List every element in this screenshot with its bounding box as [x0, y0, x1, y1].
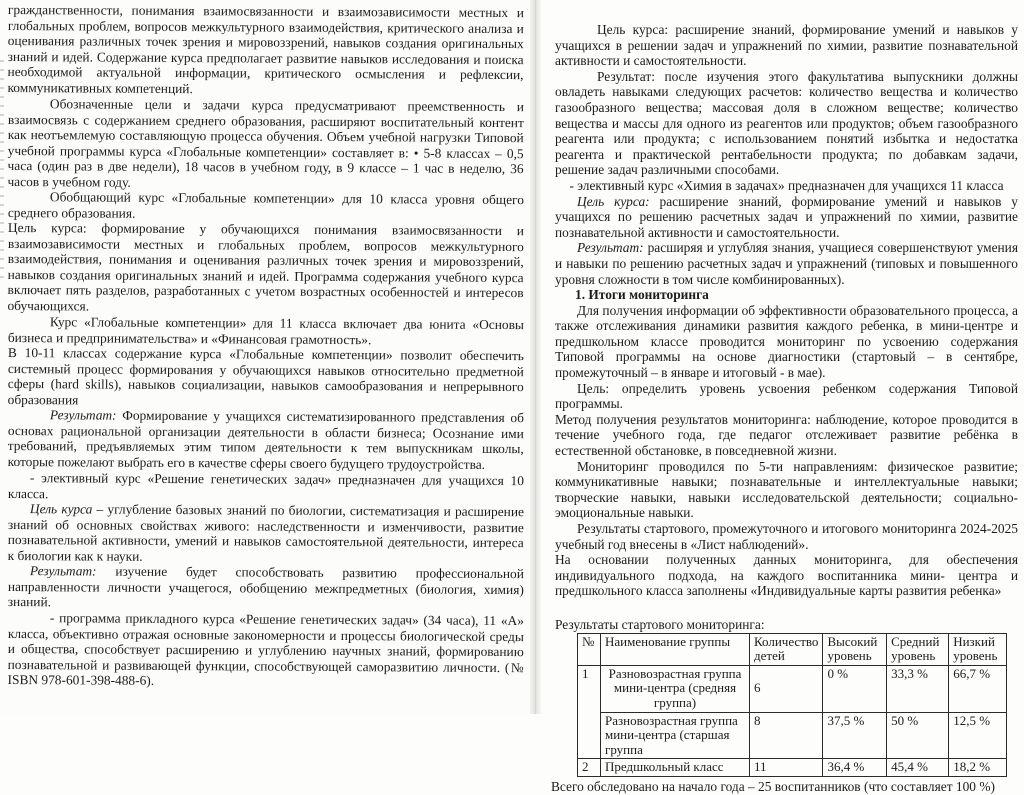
paragraph-monitoring-goal: Цель: определить уровень усвоения ребенком содержания Типовой программы.: [555, 380, 1018, 412]
cell-count: 11: [750, 759, 823, 777]
paragraph-chemistry-elective: - элективный курс «Химия в задачах» предназначен для учащихся 11 класса: [569, 177, 1004, 193]
paragraph-monitoring-info: Для получения информации об эффективности образовательного процесса, а также отслеживания динамики развития каждого ребенка, в мини-центре и предшкольном классе проводится мониторинг по усвоению содержания Типовой программы на основе диагностики (стартовый – в сентябре, промежуточный – в январе и итоговый - в мае).: [555, 302, 1018, 381]
paragraph-genetics-result: Результат: изучение будет способствовать развитию профессиональной направленности личности учащегося, обобщению межпредметных (биология, химия) знаний.: [7, 563, 524, 610]
table-row: [578, 712, 1007, 759]
header-num: №: [578, 633, 601, 665]
cell-mid: 50 %: [887, 712, 949, 759]
monitoring-results-table: [577, 633, 1007, 777]
cell-count: 8: [750, 712, 823, 759]
paragraph-chemistry-result: Результат: после изучения этого факультатива выпускники должны овладеть навыками следующих расчетов: количество вещества и количество газообразного вещества; массовая доля в сложном веществе; количество вещества и массы для одного из реагентов или продуктов; объем газообразного реагента или продукта; с использованием понятий избытка и недостатка реагента и практической рентабельности продукта; по добавкам задачи, решение задач различными способами.: [555, 68, 1018, 178]
goal-label: Цель курса:: [577, 193, 650, 209]
paragraph-individual-cards: На основании полученных данных мониторинга, для обеспечения индивидуального подхода, на каждого воспитанника мини- центра и предшкольного класса заполнены «Индивидуальные карты развития ребенка»: [555, 552, 1018, 599]
header-group-name: Наименование группы: [601, 633, 750, 665]
paragraph-business-result: Результат: Формирование у учащихся систематизированного представления об основах рациональной организации деятельности в области бизнеса; Осознание ими требований, предъявляемых этим типом деятельности к тем выпускникам школы, которые пожелают выбрать его в качестве сферы своего будущего трудоустройства.: [7, 407, 524, 473]
cell-low: 66,7 %: [949, 665, 1007, 712]
paragraph-chem11-goal: Цель курса: расширение знаний, формирование умений и навыков у учащихся по решению расчетных задач и упражнений по химии, развитие познавательной активности и самостоятельности.: [555, 193, 1018, 240]
table-row: [578, 759, 1007, 777]
paragraph-course-goals: Обозначенные цели и задачи курса предусматривают преемственность и взаимосвязь с содержанием среднего образования, расширяют воспитательный контент как неотъемлемую составляющую процесса обучения. Объем учебной нагрузки Типовой учебной программы курса «Глобальные компетенции» составляет в: • 5-8 классах – 0,5 часа (один раз в две недели), 18 часов в учебном году, в 9 классе – 1 час в неделю, 36 часов в учебном году.: [7, 95, 524, 190]
result-label: Результат:: [49, 407, 117, 424]
section-heading-monitoring: 1. Итоги мониторинга: [575, 287, 709, 303]
table-footer-total: Всего обследовано на начало года – 25 воспитанников (что составляет 100 %): [551, 778, 995, 794]
cell-low: 18,2 %: [949, 759, 1007, 777]
header-child-count: Количество детей: [750, 633, 823, 665]
paragraph-global-competencies-intro: гражданственности, понимания взаимосвязанности и взаимозависимости местных и глобальных проблем, вопросов межкультурного взаимодействия, критического анализа и оценивания различных точек зрения и мировоззрений, навыков создания оригинальных знаний и идей. Содержание курса предполагает развитие навыков исследования и поиска необходимой актуальной информации, критического осмысления и рефлексии, коммуникативных компетенций.: [7, 2, 524, 97]
right-page: [541, 0, 1024, 794]
cell-mid: 33,3 %: [887, 665, 949, 712]
paragraph-grade10-11-content: В 10-11 классах содержание курса «Глобальные компетенции» позволит обеспечить системный процесс формирования у обучающихся навыков относительно предметной сферы (hard skills), навыков социализации, навыков самообразования и непрерывного образования: [7, 345, 524, 408]
paragraph-applied-genetics-program: - программа прикладного курса «Решение генетических задач» (34 часа), 11 «А» класса, объективно отражая основные закономерности и процессы биологической среды и общества, способствует расширению и углублению научных знаний, формированию познавательной и развивающей функции, способствующей саморазвитию личности. (№ ISBN 978-601-398-488-6).: [7, 610, 524, 689]
goal-label: Цель курса: [29, 501, 93, 517]
header-low-level: Низкий уровень: [949, 633, 1007, 665]
result-label: Результат:: [29, 563, 97, 579]
paragraph-grade11-course: Курс «Глобальные компетенции» для 11 класса включает два юнита «Основы бизнеса и предпринимательства» и «Финансовая грамотность».: [7, 314, 524, 347]
cell-high: 37,5 %: [823, 712, 887, 759]
paragraph-genetics-goal: Цель курса – углубление базовых знаний по биологии, систематизация и расширение знаний об основных свойствах живого: наследственности и изменчивости, развитие познавательной активности, умений и навыков самостоятельной деятельности, интереса к биологии как к науки.: [7, 501, 525, 564]
left-page: [0, 0, 530, 714]
paragraph-grade10-goal: Цель курса: формирование у обучающихся понимания взаимосвязанности и взаимозависимости местных и глобальных проблем, вопросов межкультурного взаимодействия, понимания и оценивания различных точек зрения и мировоззрений, навыков создания оригинальных знаний и идей. Программа содержания учебного курса включает пять разделов, разработанных с учетом возрастных особенностей и интересов обучающихся.: [7, 220, 524, 314]
result-label: Результат:: [577, 240, 644, 256]
paragraph-chemistry-goal: Цель курса: расширение знаний, формирование умений и навыков у учащихся в решении задач и упражнений по химии, развитие познавательной активности и самостоятельности.: [555, 22, 1018, 69]
cell-high: 0 %: [823, 665, 887, 712]
table-caption: Результаты стартового мониторинга:: [555, 616, 765, 632]
paragraph-grade10-course: Обобщающий курс «Глобальные компетенции» для 10 класса уровня общего среднего образования.: [7, 189, 524, 221]
cell-num: 2: [578, 759, 601, 777]
header-high-level: Высокий уровень: [823, 633, 887, 665]
page-gutter: [530, 0, 541, 714]
paragraph-genetics-elective: - элективный курс «Решение генетических задач» предназначен для учащихся 10 класса.: [7, 469, 524, 501]
paragraph-monitoring-method: Метод получения результатов мониторинга: наблюдение, которое проводится в течение учебного года, где педагог отслеживает развитие ребёнка в естественной обстановке, в повседневной жизни.: [555, 411, 1018, 459]
cell-group-name: Разновозрастная группа мини-центра (средняя группа): [601, 665, 750, 712]
cell-group-name: Разновозрастная группа мини-центра (старшая группа: [601, 712, 750, 759]
header-mid-level: Средний уровень: [887, 633, 949, 665]
paragraph-monitoring-results: Результаты стартового, промежуточного и итогового мониторинга 2024-2025 учебный год внесены в «Лист наблюдений».: [555, 521, 1018, 552]
table-header-row: [578, 633, 1007, 665]
paragraph-chem11-result: Результат: расширяя и углубляя знания, учащиеся совершенствуют умения и навыки по решению расчетных задач и упражнений (типовых и повышенного уровня сложности в том числе комбинированных).: [555, 240, 1018, 287]
cell-num: 1: [578, 665, 601, 759]
cell-group-name: Предшкольный класс: [601, 759, 750, 777]
cell-high: 36,4 %: [823, 759, 887, 777]
paragraph-monitoring-directions: Мониторинг проводился по 5-ти направлениям: физическое развитие; коммуникативные навыки; познавательные и интеллектуальные навыки; творческие навыки, навыки исследовательской деятельности; социально-эмоциональные навыки.: [555, 458, 1018, 521]
scan-edge-marks: [0, 60, 4, 280]
cell-mid: 45,4 %: [887, 759, 949, 777]
table-row: [578, 665, 1007, 712]
cell-low: 12,5 %: [949, 712, 1007, 759]
cell-count: 6: [750, 665, 823, 712]
